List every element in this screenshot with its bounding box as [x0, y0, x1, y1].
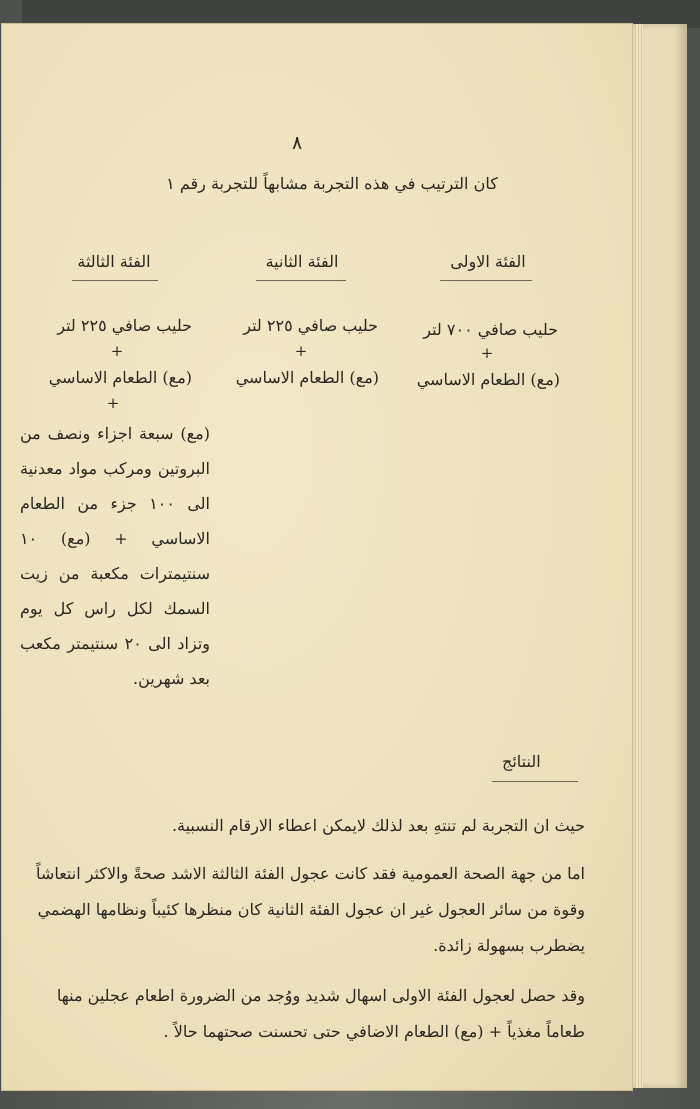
column-underline-1 — [440, 280, 532, 281]
column-3-plus: + — [110, 342, 124, 360]
column-2-base: (مع) الطعام الاساسي — [235, 368, 379, 387]
column-underline-3 — [72, 280, 158, 281]
column-1-milk: حليب صافي ٧٠٠ لتر — [423, 320, 558, 339]
column-header-1: الفئة الاولى — [450, 252, 526, 271]
column-3-base: (مع) الطعام الاساسي — [48, 368, 192, 387]
column-underline-2 — [256, 280, 346, 281]
paragraph-3: وقد حصل لعجول الفئة الاولى اسهال شديد ووُجد من الضرورة اطعام عجلين منها طعاماً مغذياً + (مع) الطعام الاضافي حتى تحسنت صحتهما حالاً . — [56, 986, 585, 1041]
column-1-base: (مع) الطعام الاساسي — [416, 370, 560, 389]
column-1-plus: + — [480, 344, 494, 362]
paragraph-1: حيث ان التجربة لم تنتهِ بعد لذلك لايمكن اعطاء الارقام النسبية. — [171, 816, 585, 835]
book-page — [2, 24, 632, 1090]
results-underline — [492, 781, 578, 782]
column-3-plus-2: + — [106, 394, 120, 412]
results-heading: النتائج — [502, 752, 541, 771]
column-header-3: الفئة الثالثة — [77, 252, 151, 271]
column-2-milk: حليب صافي ٢٢٥ لتر — [243, 316, 378, 335]
column-3-extra: (مع) سبعة اجزاء ونصف من البروتين ومركب مواد معدنية الى ١٠٠ جزء من الطعام الاساسي + (مع) ١٠ سنتيمترات مكعبة من زيت السمك لكل راس كل يوم وتزاد الى ٢٠ سنتيمتر مكعب بعد شهرين. — [20, 424, 210, 688]
paragraph-2: اما من جهة الصحة العمومية فقد كانت عجول الفئة الثالثة الاشد صحةً والاكثر انتعاشاً وقوة من سائر العجول غير ان عجول الفئة الثانية كان منظرها كئيباً ونظامها الهضمي يضطرب بسهولة زائدة. — [36, 864, 585, 955]
column-3-milk: حليب صافي ٢٢٥ لتر — [57, 316, 192, 335]
page-heading: كان الترتيب في هذه التجربة مشابهاً للتجربة رقم ١ — [166, 174, 498, 193]
column-header-2: الفئة الثانية — [265, 252, 339, 271]
page-stack-edge — [628, 24, 687, 1088]
column-2-plus: + — [294, 342, 308, 360]
page-number: ٨ — [292, 132, 303, 154]
